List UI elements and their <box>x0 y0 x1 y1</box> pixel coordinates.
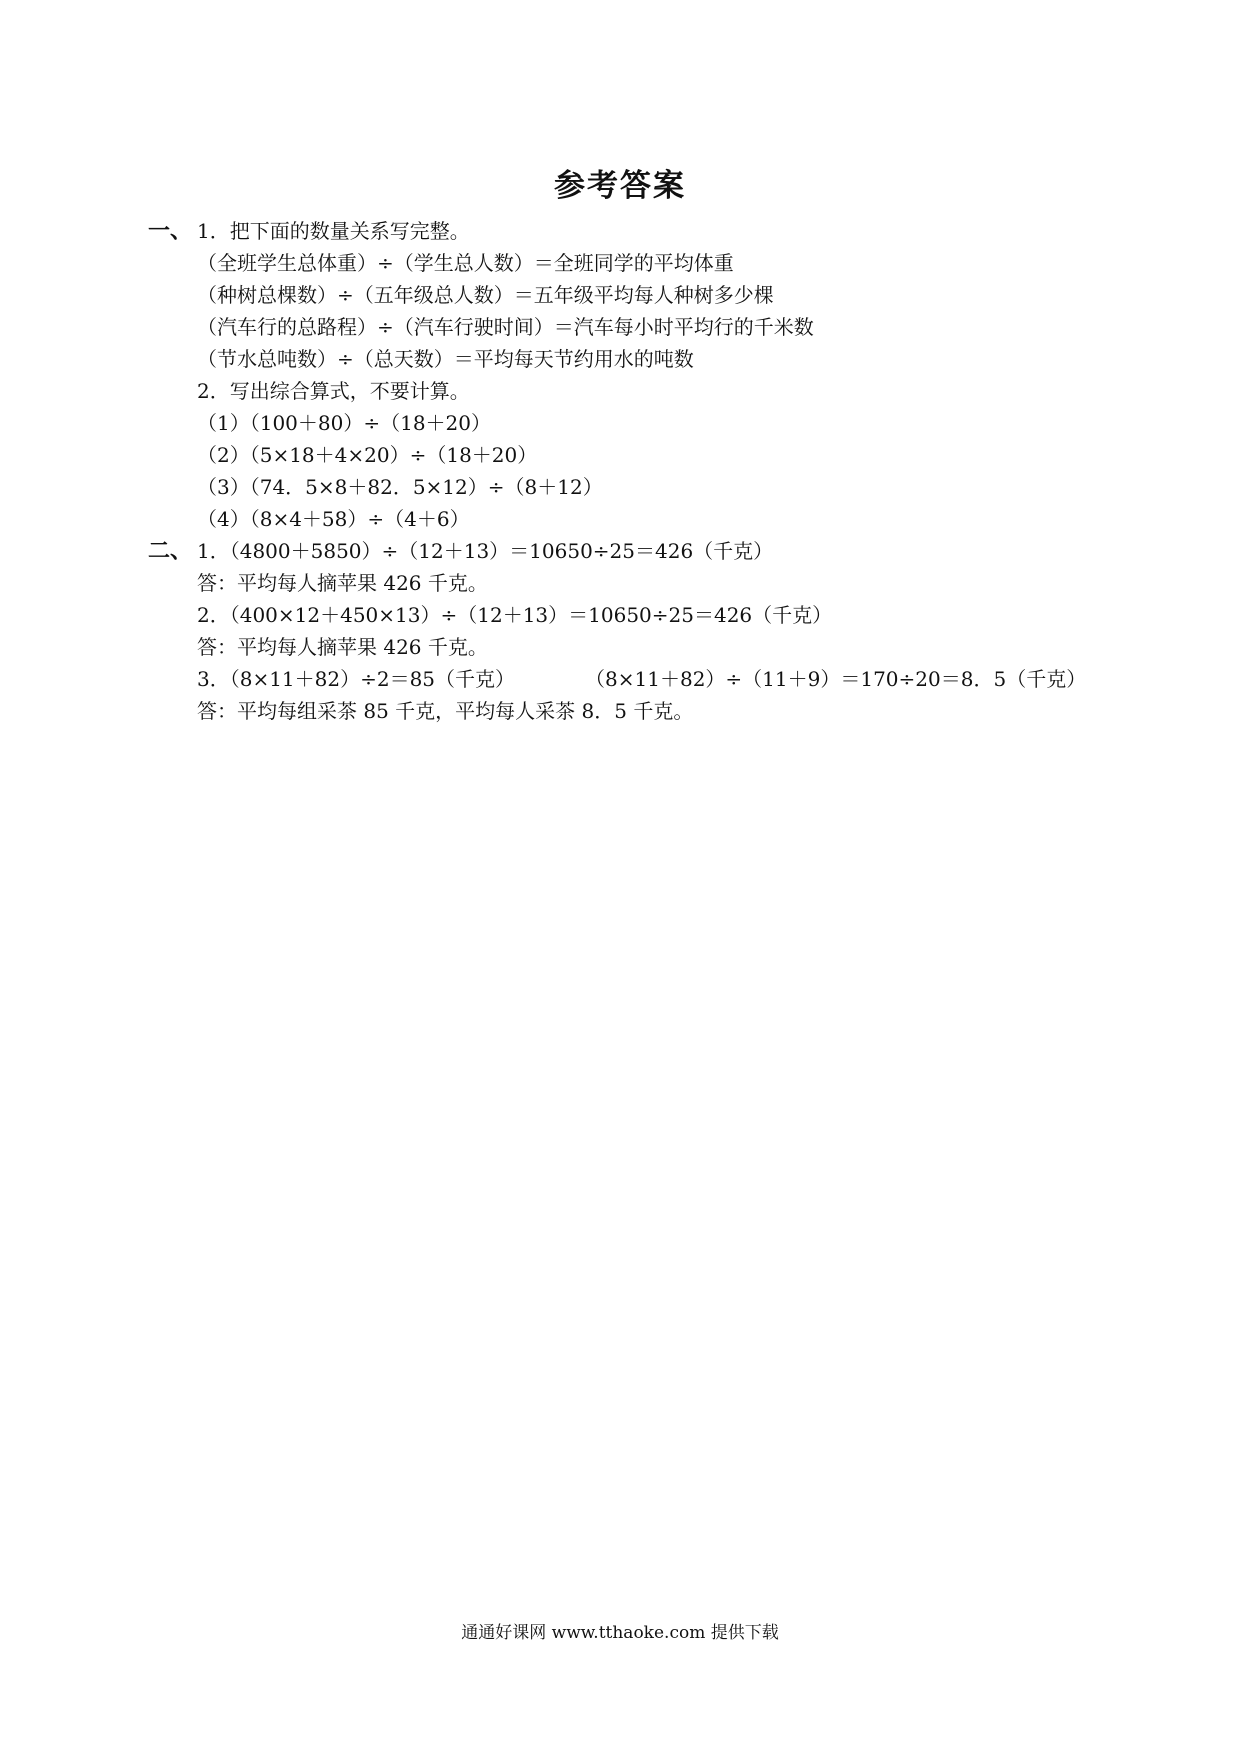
section-1-q1-heading: 1．把下面的数量关系写完整。 <box>197 219 470 243</box>
section-2-item-calc: 1．（4800＋5850）÷（12＋13）＝10650÷25＝426（千克） <box>197 539 774 563</box>
section-2-item3-calc-b: （8×11＋82）÷（11＋9）＝170÷20＝8．5（千克） <box>585 667 1087 691</box>
section-1-q2-line: （2）（5×18＋4×20）÷（18＋20） <box>197 443 538 467</box>
section-1-q1-line: （节水总吨数）÷（总天数）＝平均每天节约用水的吨数 <box>197 347 694 371</box>
page-title: 参考答案 <box>554 168 686 204</box>
section-2-item-calc: 2．（400×12＋450×13）÷（12＋13）＝10650÷25＝426（千克） <box>197 603 833 627</box>
section-1-q1-line: （种树总棵数）÷（五年级总人数）＝五年级平均每人种树多少棵 <box>197 283 774 307</box>
section-1-q1-line: （全班学生总体重）÷（学生总人数）＝全班同学的平均体重 <box>197 251 734 275</box>
section-1-q1-line: （汽车行的总路程）÷（汽车行驶时间）＝汽车每小时平均行的千米数 <box>197 315 814 339</box>
section-2-item3-calc-a: 3．（8×11＋82）÷2＝85（千克） <box>197 667 516 691</box>
section-1-q2-line: （4）（8×4＋58）÷（4＋6） <box>197 507 470 531</box>
section-1-q2-line: （3）（74．5×8＋82．5×12）÷（8＋12） <box>197 475 603 499</box>
section-2-item3-calc-row <box>197 666 1086 692</box>
section-2-item3-answer: 答：平均每组采茶 85 千克，平均每人采茶 8．5 千克。 <box>197 699 694 723</box>
section-2-item-answer: 答：平均每人摘苹果 426 千克。 <box>197 635 488 659</box>
section-1-q2-heading: 2．写出综合算式，不要计算。 <box>197 379 470 403</box>
section-1-marker: 一、 <box>148 218 193 244</box>
section-2-marker: 二、 <box>148 538 193 564</box>
section-2-item-answer: 答：平均每人摘苹果 426 千克。 <box>197 571 488 595</box>
section-1-q2-line: （1）（100＋80）÷（18＋20） <box>197 411 492 435</box>
page-footer: 通通好课网 www.tthaoke.com 提供下载 <box>461 1623 779 1643</box>
